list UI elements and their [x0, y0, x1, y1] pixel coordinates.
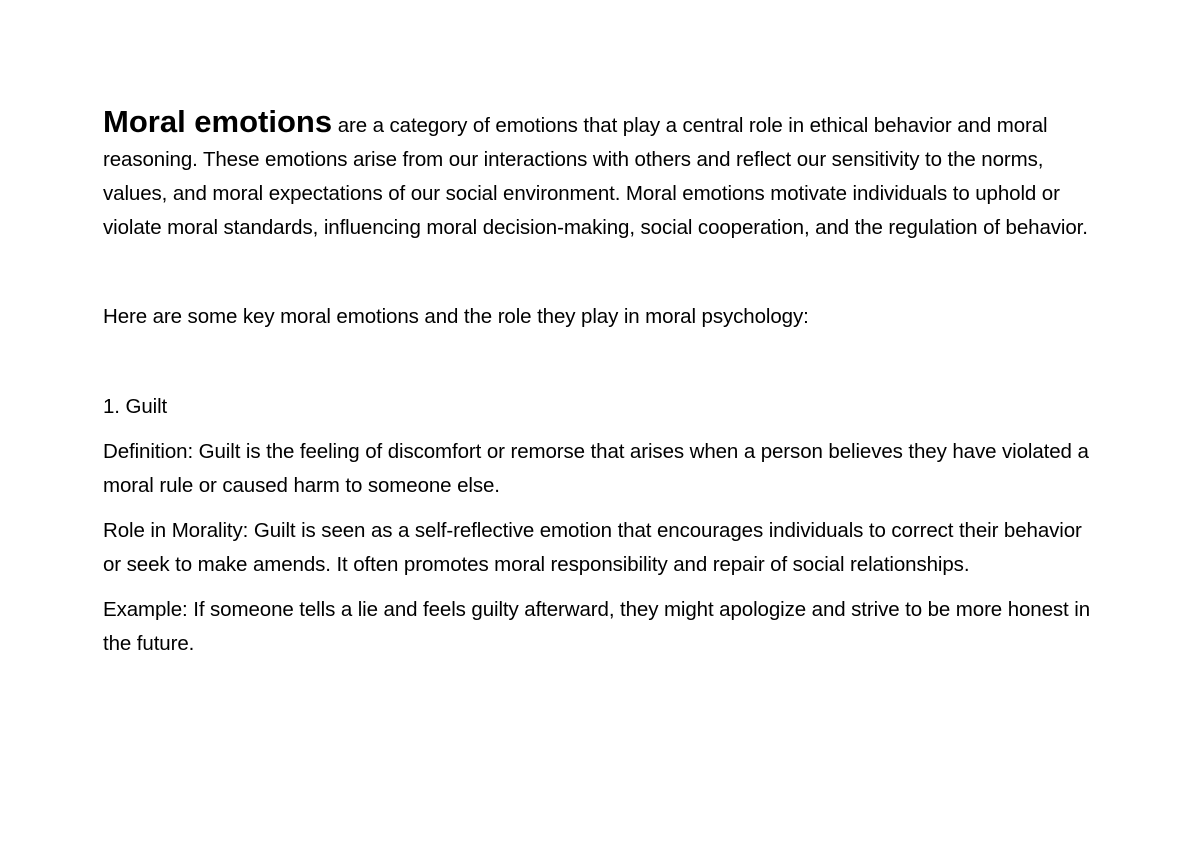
- section-heading: 1. Guilt: [103, 395, 168, 418]
- intro-paragraph: [103, 105, 1103, 245]
- section-guilt: [103, 390, 1103, 661]
- document-body: [103, 105, 1103, 672]
- definition-paragraph: Definition: Guilt is the feeling of discomfort or remorse that arises when a person believes they have violated a moral rule or caused harm to someone else.: [103, 440, 1089, 497]
- lead-term: Moral emotions: [103, 104, 333, 139]
- role-paragraph: Role in Morality: Guilt is seen as a self-reflective emotion that encourages individuals to correct their behavior or seek to make amends. It often promotes moral responsibility and repair of social relationships.: [103, 519, 1082, 576]
- example-paragraph: Example: If someone tells a lie and feels guilty afterward, they might apologize and strive to be more honest in the future.: [103, 598, 1091, 655]
- intro-text: are a category of emotions that play a central role in ethical behavior and moral reasoning. These emotions arise from our interactions with others and reflect our sensitivity to the norms, values, and moral expectations of our social environment. Moral emotions motivate individuals to uphold or violate moral standards, influencing moral decision-making, social cooperation, and the regulation of behavior.: [103, 114, 1088, 239]
- key-emotions-intro: Here are some key moral emotions and the role they play in moral psychology:: [103, 305, 809, 328]
